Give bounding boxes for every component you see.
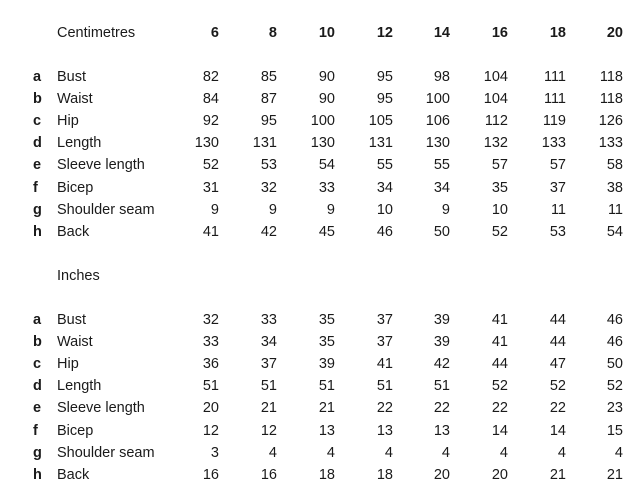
table-row [0, 177, 633, 199]
measurement-cell: 84 [202, 91, 219, 108]
size-header: 10 [318, 25, 335, 41]
inches-title: Inches [57, 268, 100, 284]
centimetres-header-row [0, 22, 633, 44]
measurement-cell: 37 [376, 312, 393, 328]
table-row [0, 353, 633, 375]
measurement-cell: 33 [260, 312, 277, 328]
measurement-cell: 53 [260, 157, 277, 174]
measurement-cell: 131 [368, 135, 393, 152]
measurement-cell: 118 [599, 69, 623, 85]
measurement-cell: 57 [549, 157, 566, 174]
measurement-cell: 9 [441, 201, 450, 218]
measurement-cell: 106 [425, 113, 450, 130]
measurement-cell: 15 [606, 422, 623, 439]
row-key: a [33, 69, 42, 85]
measurement-cell: 55 [376, 157, 393, 174]
centimetres-title: Centimetres [57, 25, 136, 41]
row-key: f [33, 422, 38, 439]
measurement-cell: 82 [202, 69, 219, 85]
measurement-cell: 44 [491, 356, 508, 373]
row-label: Bicep [57, 422, 94, 439]
measurement-cell: 21 [318, 400, 335, 417]
measurement-cell: 47 [549, 356, 566, 373]
measurement-cell: 22 [376, 400, 393, 417]
measurement-cell: 87 [260, 91, 277, 108]
measurement-cell: 35 [318, 334, 335, 351]
row-label: Sleeve length [57, 400, 145, 417]
measurement-cell: 33 [202, 334, 219, 351]
row-label: Waist [57, 334, 93, 351]
measurement-cell: 22 [491, 400, 508, 417]
row-label: Length [57, 135, 102, 152]
measurement-cell: 41 [376, 356, 393, 373]
measurement-cell: 130 [194, 135, 219, 152]
row-key: b [33, 91, 42, 108]
size-header: 20 [606, 25, 623, 41]
measurement-cell: 51 [433, 378, 450, 395]
table-row [0, 375, 633, 397]
measurement-cell: 111 [543, 91, 566, 108]
table-row [0, 221, 633, 243]
measurement-cell: 53 [549, 223, 566, 240]
row-label: Hip [57, 356, 79, 373]
measurement-cell: 31 [202, 179, 219, 196]
table-row [0, 88, 633, 110]
measurement-cell: 13 [376, 422, 393, 439]
measurement-cell: 12 [260, 422, 277, 439]
measurement-cell: 9 [268, 201, 277, 218]
measurement-cell: 51 [376, 378, 393, 395]
measurement-cell: 12 [202, 422, 219, 439]
measurement-cell: 21 [606, 466, 623, 483]
measurement-cell: 21 [549, 466, 566, 483]
measurement-cell: 46 [376, 223, 393, 240]
table-row [0, 154, 633, 176]
measurement-cell: 35 [491, 179, 508, 196]
row-key: h [33, 223, 42, 240]
measurement-cell: 4 [557, 444, 566, 461]
measurement-cell: 112 [484, 113, 508, 130]
measurement-cell: 39 [433, 312, 450, 328]
measurement-cell: 35 [318, 312, 335, 328]
measurement-cell: 58 [606, 157, 623, 174]
measurement-cell: 4 [384, 444, 393, 461]
measurement-cell: 57 [491, 157, 508, 174]
row-label: Bicep [57, 179, 94, 196]
table-row [0, 66, 633, 88]
row-label: Back [57, 223, 90, 240]
row-key: h [33, 466, 42, 483]
measurement-cell: 9 [326, 201, 335, 218]
measurement-cell: 44 [549, 334, 566, 351]
table-row [0, 331, 633, 353]
measurement-cell: 14 [549, 422, 566, 439]
measurement-cell: 16 [202, 466, 219, 483]
measurement-cell: 11 [607, 201, 623, 218]
measurement-cell: 45 [318, 223, 335, 240]
measurement-cell: 41 [491, 334, 508, 351]
measurement-cell: 95 [376, 69, 393, 85]
row-key: a [33, 312, 42, 328]
measurement-cell: 42 [260, 223, 277, 240]
measurement-cell: 34 [260, 334, 277, 351]
measurement-cell: 104 [483, 91, 508, 108]
measurement-cell: 54 [318, 157, 335, 174]
size-header: 12 [376, 25, 393, 41]
measurement-cell: 111 [543, 69, 566, 85]
size-header: 14 [433, 25, 450, 41]
measurement-cell: 9 [210, 201, 219, 218]
measurement-cell: 39 [318, 356, 335, 373]
measurement-cell: 105 [368, 113, 393, 130]
measurement-cell: 20 [202, 400, 219, 417]
measurement-cell: 126 [598, 113, 623, 130]
row-label: Sleeve length [57, 157, 145, 174]
row-label: Bust [57, 312, 87, 328]
measurement-cell: 20 [433, 466, 450, 483]
row-key: f [33, 179, 38, 196]
row-label: Hip [57, 113, 79, 130]
measurement-cell: 52 [549, 378, 566, 395]
table-row [0, 420, 633, 442]
measurement-cell: 41 [202, 223, 219, 240]
measurement-cell: 51 [260, 378, 277, 395]
measurement-cell: 44 [549, 312, 566, 328]
row-label: Waist [57, 91, 93, 108]
measurement-cell: 130 [310, 135, 335, 152]
measurement-cell: 34 [376, 179, 393, 196]
table-row [0, 199, 633, 221]
measurement-cell: 39 [433, 334, 450, 351]
measurement-cell: 85 [260, 69, 277, 85]
measurement-cell: 54 [606, 223, 623, 240]
measurement-cell: 51 [318, 378, 335, 395]
row-key: c [33, 113, 42, 130]
measurement-cell: 4 [441, 444, 450, 461]
table-row [0, 442, 633, 464]
measurement-cell: 95 [260, 113, 277, 130]
measurement-cell: 52 [491, 378, 508, 395]
measurement-cell: 118 [599, 91, 623, 108]
measurement-cell: 34 [433, 179, 450, 196]
measurement-cell: 4 [499, 444, 508, 461]
row-key: g [33, 201, 42, 218]
row-key: g [33, 444, 42, 461]
row-label: Length [57, 378, 102, 395]
measurement-cell: 13 [433, 422, 450, 439]
measurement-cell: 51 [202, 378, 219, 395]
row-label: Bust [57, 69, 87, 85]
row-key: d [33, 135, 42, 152]
measurement-cell: 46 [606, 312, 623, 328]
measurement-cell: 16 [260, 466, 277, 483]
measurement-cell: 23 [606, 400, 623, 417]
row-key: b [33, 334, 42, 351]
measurement-cell: 50 [433, 223, 450, 240]
measurement-cell: 14 [491, 422, 508, 439]
measurement-cell: 131 [252, 135, 277, 152]
measurement-cell: 22 [549, 400, 566, 417]
measurement-cell: 13 [318, 422, 335, 439]
measurement-cell: 132 [483, 135, 508, 152]
measurement-cell: 55 [433, 157, 450, 174]
measurement-cell: 32 [260, 179, 277, 196]
row-label: Back [57, 466, 90, 483]
measurement-cell: 92 [202, 113, 219, 130]
size-header: 8 [268, 25, 277, 41]
measurement-cell: 4 [326, 444, 335, 461]
measurement-cell: 37 [549, 179, 566, 196]
measurement-cell: 52 [202, 157, 219, 174]
measurement-cell: 36 [202, 356, 219, 373]
measurement-cell: 100 [425, 91, 450, 108]
measurement-cell: 98 [433, 69, 450, 85]
measurement-cell: 95 [376, 91, 393, 108]
measurement-cell: 50 [606, 356, 623, 373]
measurement-cell: 90 [318, 69, 335, 85]
row-label: Shoulder seam [57, 201, 155, 218]
measurement-cell: 21 [260, 400, 277, 417]
measurement-cell: 4 [614, 444, 623, 461]
measurement-cell: 133 [541, 135, 566, 152]
measurement-cell: 90 [318, 91, 335, 108]
row-key: d [33, 378, 42, 395]
measurement-cell: 18 [318, 466, 335, 483]
measurement-cell: 52 [491, 223, 508, 240]
measurement-cell: 41 [491, 312, 508, 328]
measurement-cell: 119 [542, 113, 566, 130]
measurement-cell: 18 [376, 466, 393, 483]
size-header: 6 [210, 25, 219, 41]
measurement-cell: 10 [376, 201, 393, 218]
row-label: Shoulder seam [57, 444, 155, 461]
measurement-cell: 46 [606, 334, 623, 351]
table-row [0, 110, 633, 132]
measurement-cell: 37 [260, 356, 277, 373]
measurement-cell: 32 [202, 312, 219, 328]
measurement-cell: 38 [606, 179, 623, 196]
measurement-cell: 20 [491, 466, 508, 483]
table-row [0, 132, 633, 154]
measurement-cell: 37 [376, 334, 393, 351]
measurement-cell: 104 [483, 69, 508, 85]
row-key: c [33, 356, 42, 373]
size-header: 18 [549, 25, 566, 41]
measurement-cell: 33 [318, 179, 335, 196]
measurement-cell: 42 [433, 356, 450, 373]
size-header: 16 [491, 25, 508, 41]
measurement-cell: 3 [210, 444, 219, 461]
table-row [0, 397, 633, 419]
measurement-cell: 11 [550, 201, 566, 218]
inches-header-row [0, 265, 633, 287]
measurement-cell: 130 [425, 135, 450, 152]
measurement-cell: 4 [268, 444, 277, 461]
measurement-cell: 100 [310, 113, 335, 130]
measurement-cell: 133 [598, 135, 623, 152]
table-row [0, 309, 633, 331]
table-row [0, 464, 633, 486]
measurement-cell: 22 [433, 400, 450, 417]
measurement-cell: 52 [606, 378, 623, 395]
row-key: e [33, 400, 42, 417]
measurement-cell: 10 [491, 201, 508, 218]
row-key: e [33, 157, 42, 174]
